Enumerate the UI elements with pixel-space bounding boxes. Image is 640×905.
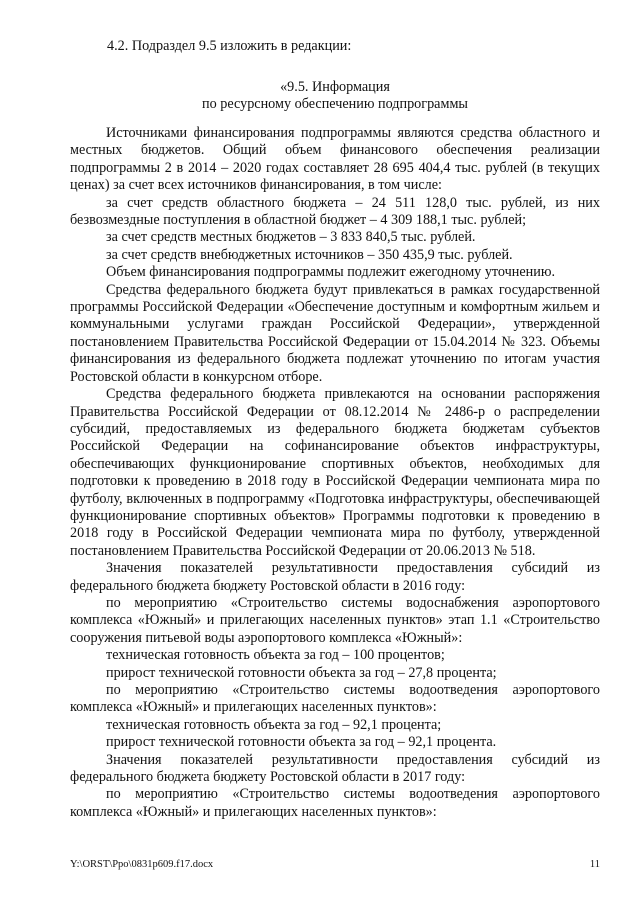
section-heading-subtitle: по ресурсному обеспечению подпрограммы (202, 96, 468, 112)
paragraph-extrabudgetary: за счет средств внебюджетных источников – 350 435,9 тыс. рублей. (106, 246, 513, 263)
paragraph-local-budgets: за счет средств местных бюджетов – 3 833 840,5 тыс. рублей. (106, 229, 476, 246)
paragraph-annual-update: Объем финансирования подпрограммы подлежит ежегодному уточнению. (106, 264, 556, 281)
paragraph-readiness-growth-27: прирост технической готовности объекта за год – 27,8 процента; (106, 664, 497, 681)
paragraph-federal-program: Средства федерального бюджета будут привлекаться в рамках государственной программы Российской Федерации «Обеспечение доступным и комфортным жильем и коммунальными услугами граждан Российской Федерации», утвержденной постановлением Правительства Российской Федерации от 15.04.2014 № 323. Объемы финансирования из федерального бюджета подлежат уточнению по итогам участия Ростовской области в конкурсном отборе. (70, 281, 600, 385)
amendment-intro: 4.2. Подраздел 9.5 изложить в редакции: (107, 38, 352, 54)
paragraph-federal-order: Средства федерального бюджета привлекаются на основании распоряжения Правительства Российской Федерации от 08.12.2014 № 2486-р о распределении субсидий, предоставляемых из федерального бюджета бюджетам субъектов Российской Федерации на софинансирование объектов инфраструктуры, обеспечивающих функционирование спортивных объектов, необходимых для подготовки к проведению в 2018 году в Российской Федерации чемпионата мира по футболу, включенных в подпрограмму «Подготовка инфраструктуры, обеспечивающей функционирование спортивных объектов» Программы подготовки к проведению в 2018 году в Российской Федерации чемпионата мира по футболу, утвержденной постановлением Правительства Российской Федерации от 20.06.2013 № 518. (70, 386, 600, 559)
paragraph-readiness-92: техническая готовность объекта за год – 92,1 процента; (106, 716, 442, 733)
paragraph-sewerage-event-2016: по мероприятию «Строительство системы водоотведения аэропортового комплекса «Южный» и прилегающих населенных пунктов»: (70, 682, 600, 716)
paragraph-indicators-2016: Значения показателей результативности предоставления субсидий из федерального бюджета бюджету Ростовской области в 2016 году: (70, 560, 600, 594)
footer-page-number: 11 (589, 859, 600, 870)
paragraph-readiness-100: техническая готовность объекта за год – 100 процентов; (106, 647, 445, 664)
document-body (70, 125, 600, 821)
paragraph-readiness-growth-92: прирост технической готовности объекта за год – 92,1 процента. (106, 734, 497, 751)
paragraph-regional-budget: за счет средств областного бюджета – 24 511 128,0 тыс. рублей, из них безвозмездные поступления в областной бюджет – 4 309 188,1 тыс. рублей; (70, 194, 600, 229)
footer-file-path: Y:\ORST\Ppo\0831p609.f17.docx (70, 859, 214, 870)
paragraph-sewerage-event-2017: по мероприятию «Строительство системы водоотведения аэропортового комплекса «Южный» и прилегающих населенных пунктов»: (70, 786, 600, 820)
paragraph-funding-sources: Источниками финансирования подпрограммы являются средства областного и местных бюджетов. Общий объем финансового обеспечения реализации подпрограммы 2 в 2014 – 2020 годах составляет 28 695 404,4 тыс. рублей (в текущих ценах) за счет всех источников финансирования, в том числе: (70, 125, 600, 194)
paragraph-indicators-2017: Значения показателей результативности предоставления субсидий из федерального бюджета бюджету Ростовской области в 2017 году: (70, 751, 600, 786)
section-heading-title: «9.5. Информация (280, 79, 390, 95)
paragraph-water-supply-event: по мероприятию «Строительство системы водоснабжения аэропортового комплекса «Южный» и прилегающих населенных пунктов» этап 1.1 «Строительство сооружения питьевой воды аэропортового комплекса «Южный»: (70, 594, 600, 646)
